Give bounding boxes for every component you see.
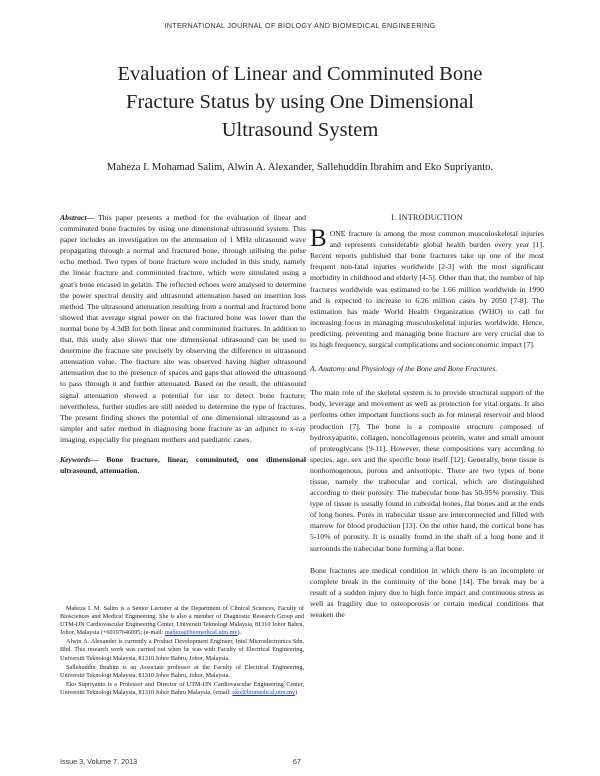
- title-line-2: Fracture Status by using One Dimensional: [126, 91, 474, 113]
- journal-header: INTERNATIONAL JOURNAL OF BIOLOGY AND BIOMEDICAL ENGINEERING: [164, 21, 436, 30]
- paper-title: [60, 60, 540, 144]
- section-heading-introduction: I. INTRODUCTION: [391, 213, 463, 222]
- keywords-label: Keywords—: [60, 454, 99, 464]
- footnote-1-end: ).: [237, 629, 242, 637]
- footnote-2: Alwin A. Alexander is currently a Product Development Engineer, Intel Microelectronics Sdn. Bhd. This research work was carried out when he was with Faculty of Electrical Engineering, Universiti Teknologi Malaysia, 81310 Johor Bahru, Johor, Malaysia.: [60, 638, 304, 662]
- anatomy-paragraph: The main role of the skeletal system is to provide structural support of the body, leverage and movement as well as protection for vital organs. It also performs other important functions such as for mineral reservoir and blood production [7]. The bone is a composite structure composed of hydroxyapatite, collagen, noncollagenous protein, water and small amount of proteoglycans [9-11]. However, these compositions vary according to species, age, sex and the specific bone itself [12]. Generally, bone tissue is nonhomogenous, porous and anisotropic. There are two types of bone tissue, namely the trabecular and cortical, which are distinguished according to their porosity. The trabecular bone has 50-95% porosity. This type of tissue is usually found in cuboidal bones, flat bones and at the ends of long bones. Pores in trabecular tissue are interconnected and filled with marrow for blood production [13]. On the other hand, the cortical bone has 5-10% of porosity. It is usually found in the shaft of a long bone and it surrounds the trabecular bone forming a flat bone.: [310, 388, 544, 553]
- footnote-1: [60, 605, 304, 637]
- subsection-heading-anatomy: A. Anatomy and Physiology of the Bone and Bone Fractures.: [310, 364, 498, 374]
- author-list: Maheza I. Mohamad Salim, Alwin A. Alexander, Sallehuddin Ibrahim and Eko Supriyanto.: [106, 162, 494, 173]
- title-line-1: Evaluation of Linear and Comminuted Bone: [117, 63, 483, 85]
- keywords: [60, 454, 306, 476]
- footnote-3: Sallehuddin Ibrahim is an Associate professor at the Faculty of Electrical Engineering, Universiti Teknologi Malaysia, 81310 Johor Bahru, Johor, Malaysia.: [60, 663, 304, 679]
- right-column: [310, 212, 544, 620]
- fracture-paragraph: Bone fractures are medical condition in which there is an incomplete or complete break in the continuity of the bone [14]. The break may be a result of a sudden injury due to high force impact and continuous stress as well as fragility due to osteoporosis or certain medical conditions that weaken the: [310, 565, 544, 619]
- intro-paragraph-1: [310, 225, 544, 350]
- keywords-text: Bone fracture, linear, comminuted, one dimensional ultrasound, attenuation.: [60, 454, 306, 476]
- footnote-1-text: Maheza I. M. Salim is a Senior Lecturer at the Department of Clinical Sciences, Faculty of Biosciences and Medical Engineering. She is also a member of Diagnostic Research Group and UTM-IJN Cardiovascular Engineering Center, Universiti Teknologi Malaysia, 81310 Johor Bahru, Johor, Malaysia (+60197646095; (e-mail:: [60, 605, 304, 637]
- email-link-1[interactable]: maheza@biomedical.utm.my: [164, 629, 238, 637]
- intro-paragraph-1-text: ONE fracture is among the most common musculoskeletal injuries and represents considerable global health burden every year [1]. Recent reports published that bone fractures take up one of the most frequent non-fatal injuries worldwide [2-3] with the most significant morbidity in childhood and elderly [4-5]. Other than that, the number of hip fractures worldwide was estimated to be 1.66 million worldwide in 1990 and is expected to increase to 6.26 million cases by 2050 [7-8]. The estimation has made World Health Organization (WHO) to call for increasing focus in managing musculoskeletal injuries worldwide. Hence, predicting, preventing and managing bone fracture are very crucial due to its high frequency, surgical complications and socioeconomic impact [7].: [310, 229, 544, 350]
- footnote-4-text: Eko Supriyanto is a Professor and Director of UTM-IJN Cardiovascular Engineering Center, Universiti Teknologi Malaysia, 81310 Johor Bahru Malaysia, (email:: [60, 680, 304, 696]
- page-number: 67: [293, 757, 301, 766]
- footnote-4: [60, 681, 304, 697]
- footnote-4-end: ): [295, 688, 298, 696]
- issue-volume-footer: Issue 3, Volume 7, 2013: [60, 757, 138, 766]
- abstract: [60, 212, 306, 445]
- title-line-3: Ultrasound System: [221, 119, 379, 141]
- abstract-label: Abstract—: [60, 213, 95, 222]
- abstract-text: This paper presents a method for the evaluation of linear and comminuted bone fractures by using one dimensional ultrasound system. This paper includes an investigation on the attenuation of 1 MHz ultrasound wave propagating through a normal and fractured bone, through utilising the pulse echo method. Two types of bone fracture were included in this study, namely the linear fracture and comminuted fracture, which were simulated using a goat's bone encased in gelatin. The reflected echoes were analysed to determine the power spectral density and ultrasound attenuation based on insertion loss method. The ultrasound attenuation resulting from a normal and fractured bone showed that average signal power on the fractured bone was lower than the normal bone by 4.3dB for both linear and comminuted fractures. In addition to that, this study also shows that one dimensional ultrasound can be used to determine the fracture site precisely by observing the difference in ultrasound attenuation value. The fracture site was observed having higher ultrasound attenuation due to the presence of spaces and gaps that allowed the ultrasound to pass through it and further attenuated. Based on the result, the ultrasound signal attenuation showed a potential for use to detect bone fracture; nevertheless, further studies are still needed to determine the type of fractures. The present finding shows the potential of one dimensional ultrasound as a simpler and safer method in diagnosing bone fracture as an adjunct to x-ray imaging, especially for pregnant mothers and paediatric cases.: [60, 213, 306, 444]
- left-column: [60, 212, 306, 476]
- email-link-2[interactable]: eko@biomedical.utm.my: [232, 688, 296, 696]
- drop-cap: B: [310, 225, 327, 253]
- author-footnotes: [60, 605, 304, 698]
